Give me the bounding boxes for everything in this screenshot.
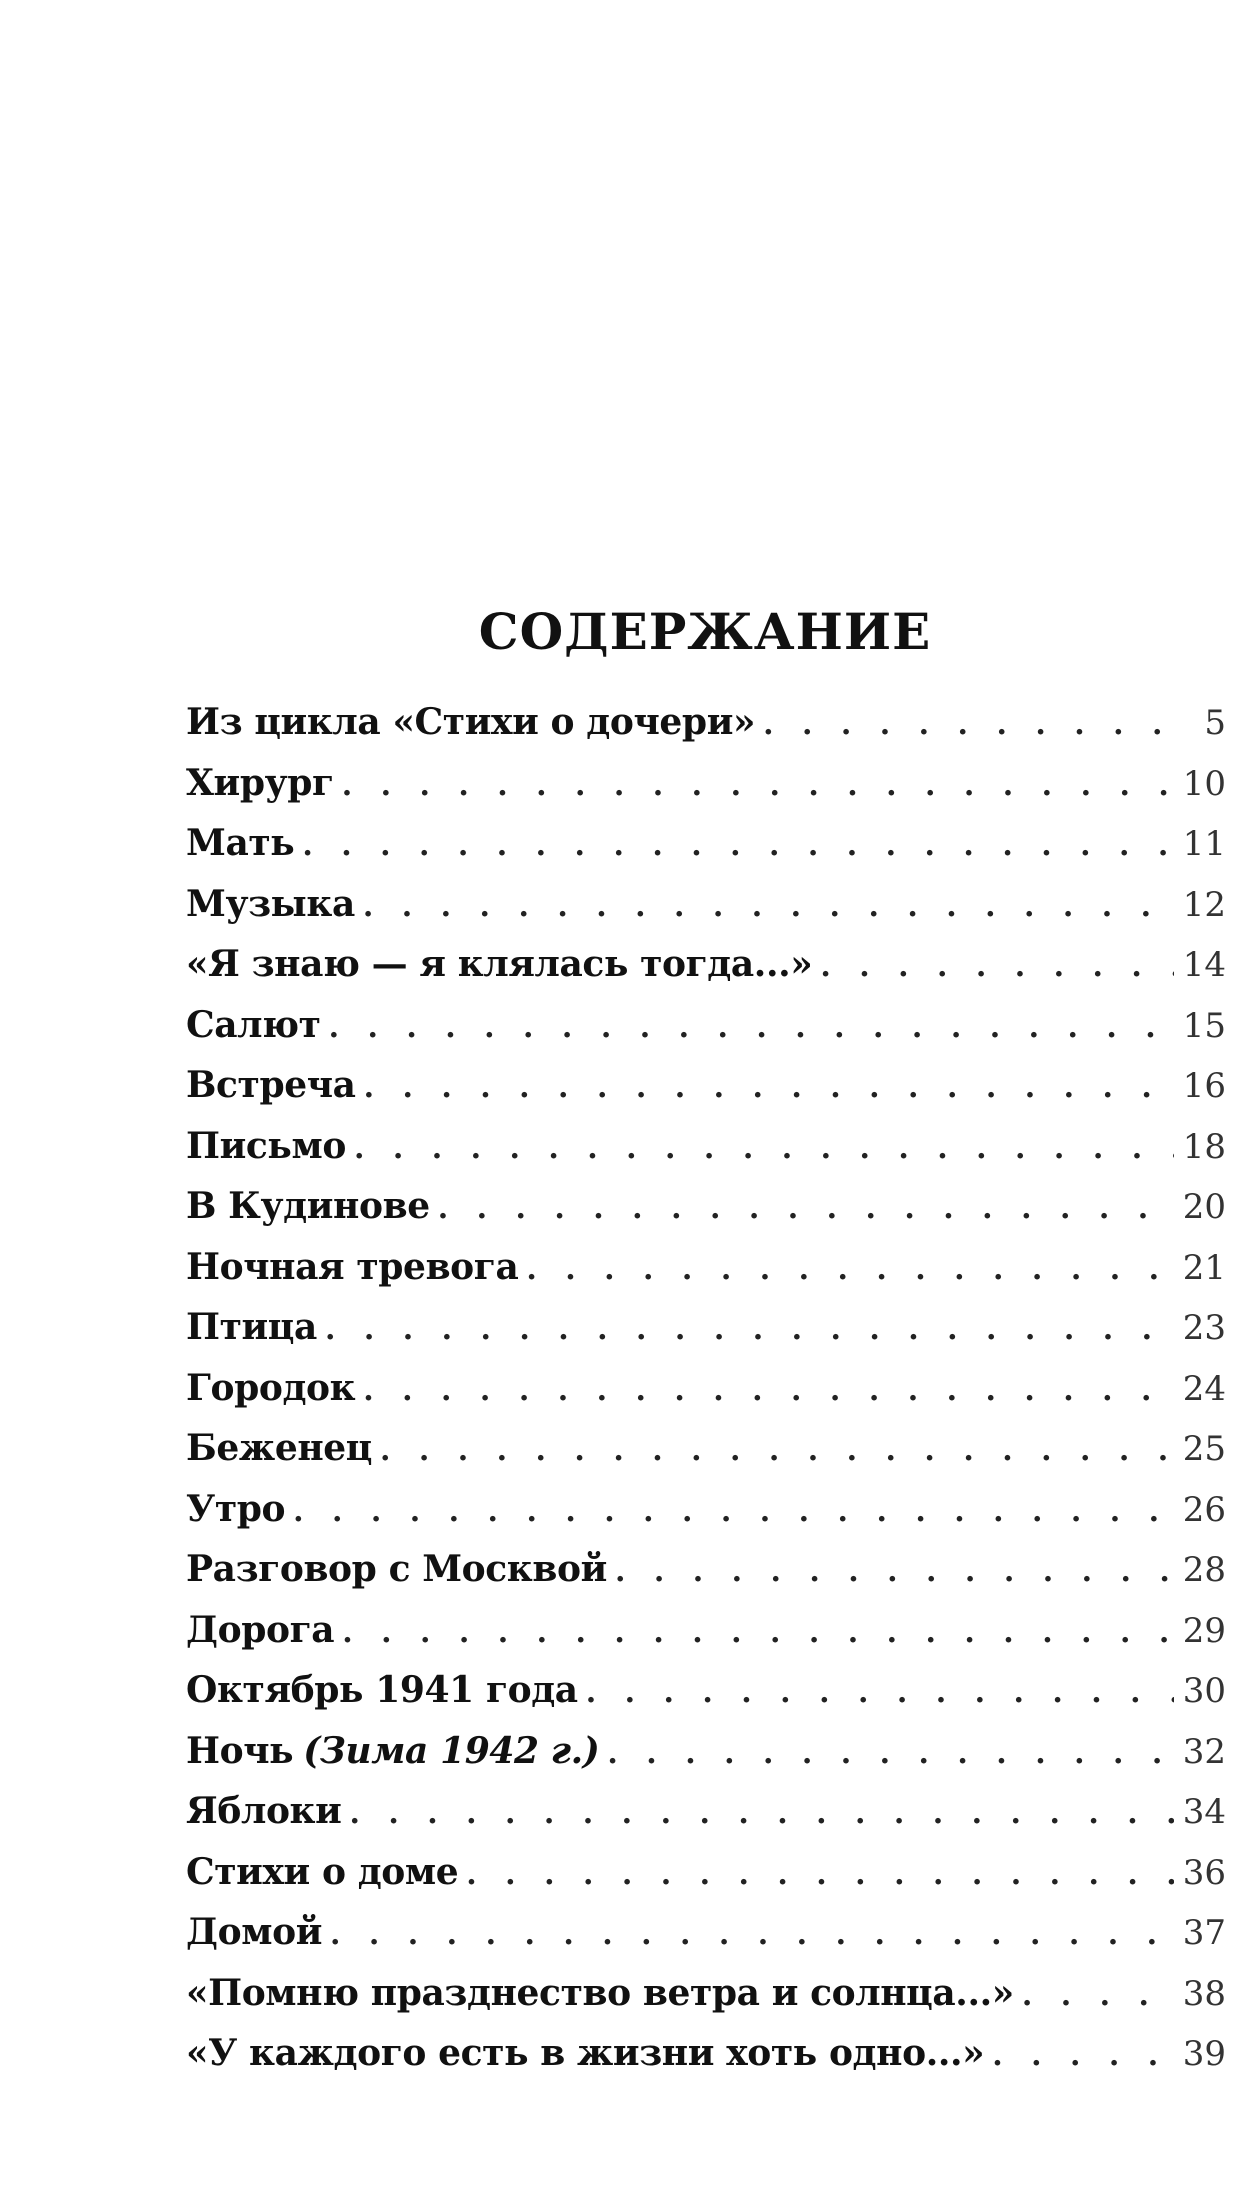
toc-entry-page: 26 — [1182, 1489, 1226, 1530]
toc-entry — [186, 1721, 1226, 1782]
toc-entry-title: Ночь — [186, 1729, 294, 1772]
dot-leader — [820, 937, 1174, 998]
toc-entry-title: В Кудинове — [186, 1185, 430, 1227]
toc-entry — [186, 1963, 1226, 2024]
toc-entry-title: Письмо — [186, 1124, 346, 1167]
dot-leader — [466, 1845, 1174, 1906]
toc-entry — [186, 1600, 1226, 1661]
toc-entry — [186, 1055, 1226, 1116]
dot-leader — [354, 1119, 1174, 1180]
toc-entry-title: «У каждого есть в жизни хоть одно...» — [186, 2032, 985, 2074]
toc-entry-title: Дорога — [186, 1608, 335, 1651]
toc-entry-page: 25 — [1182, 1429, 1226, 1469]
table-of-contents — [186, 692, 1226, 2084]
dot-leader — [349, 1784, 1174, 1845]
dot-leader — [363, 877, 1174, 938]
dot-leader — [363, 1361, 1174, 1422]
toc-entry — [186, 692, 1226, 753]
dot-leader — [329, 998, 1174, 1059]
toc-entry-page: 34 — [1182, 1792, 1226, 1832]
dot-leader — [342, 1603, 1174, 1664]
dot-leader — [293, 1482, 1174, 1543]
toc-entry-page: 28 — [1182, 1550, 1226, 1590]
dot-leader — [330, 1905, 1174, 1966]
toc-entry — [186, 1418, 1226, 1479]
toc-entry-page: 21 — [1182, 1247, 1226, 1288]
toc-entry — [186, 1176, 1226, 1237]
toc-entry-title: «Я знаю — я клялась тогда...» — [186, 943, 813, 985]
toc-entry-page: 37 — [1182, 1913, 1226, 1953]
page-title: СОДЕРЖАНИЕ — [478, 602, 932, 661]
toc-entry-title: Утро — [186, 1487, 286, 1530]
toc-entry-title: Ночная тревога — [186, 1245, 519, 1288]
toc-entry-page: 5 — [1204, 703, 1226, 743]
toc-entry — [186, 813, 1226, 874]
dot-leader — [438, 1179, 1174, 1240]
toc-entry-title: Музыка — [186, 882, 355, 925]
toc-entry-title: Разговор с Москвой — [186, 1548, 607, 1590]
toc-entry — [186, 753, 1226, 814]
dot-leader — [342, 756, 1174, 817]
toc-entry — [186, 1479, 1226, 1540]
toc-entry-page: 20 — [1182, 1187, 1226, 1227]
toc-entry — [186, 1660, 1226, 1721]
toc-entry — [186, 874, 1226, 935]
toc-entry-title: Октябрь 1941 года — [186, 1669, 578, 1711]
toc-entry-page: 39 — [1182, 2034, 1226, 2074]
toc-entry-title: Птица — [186, 1306, 317, 1348]
toc-entry-page: 12 — [1182, 884, 1226, 925]
toc-entry — [186, 934, 1226, 995]
toc-entry-title: Из цикла «Стихи о дочери» — [186, 701, 756, 743]
toc-entry-page: 24 — [1182, 1368, 1226, 1409]
dot-leader — [325, 1300, 1174, 1361]
dot-leader — [1022, 1966, 1174, 2027]
dot-leader — [586, 1663, 1174, 1724]
toc-entry — [186, 2023, 1226, 2084]
toc-entry — [186, 1358, 1226, 1419]
toc-entry-page: 38 — [1182, 1973, 1226, 2014]
toc-entry-title: Хирург — [186, 761, 334, 804]
dot-leader — [302, 816, 1174, 877]
dot-leader — [615, 1542, 1174, 1603]
dot-leader — [364, 1058, 1174, 1119]
dot-leader — [763, 695, 1174, 756]
toc-entry — [186, 1842, 1226, 1903]
toc-entry-page: 10 — [1182, 763, 1226, 804]
toc-entry-title: Яблоки — [186, 1790, 342, 1832]
toc-entry-page: 36 — [1182, 1852, 1226, 1893]
toc-entry-page: 23 — [1182, 1308, 1226, 1348]
toc-entry-page: 18 — [1182, 1126, 1226, 1167]
toc-entry-page: 29 — [1182, 1610, 1226, 1651]
toc-entry-page: 14 — [1182, 945, 1226, 985]
dot-leader — [380, 1421, 1174, 1482]
toc-entry — [186, 1781, 1226, 1842]
toc-entry — [186, 1297, 1226, 1358]
toc-entry — [186, 995, 1226, 1056]
dot-leader — [607, 1724, 1174, 1785]
toc-entry — [186, 1539, 1226, 1600]
dot-leader — [992, 2026, 1174, 2087]
toc-entry-page: 11 — [1182, 824, 1226, 864]
toc-entry-title: «Помню празднество ветра и солнца...» — [186, 1971, 1014, 2014]
toc-entry-title: Домой — [186, 1911, 323, 1953]
toc-entry — [186, 1116, 1226, 1177]
toc-entry-title: Беженец — [186, 1427, 372, 1469]
toc-entry-note: (Зима 1942 г.) — [303, 1729, 600, 1772]
toc-entry-page: 15 — [1182, 1005, 1226, 1046]
toc-entry-page: 32 — [1182, 1731, 1226, 1772]
toc-entry — [186, 1902, 1226, 1963]
toc-entry-title: Городок — [186, 1366, 356, 1409]
toc-entry — [186, 1237, 1226, 1298]
toc-entry-title: Стихи о доме — [186, 1850, 459, 1893]
toc-entry-title: Салют — [186, 1003, 321, 1046]
toc-entry-page: 30 — [1182, 1671, 1226, 1711]
toc-entry-title: Мать — [186, 822, 295, 864]
toc-entry-page: 16 — [1182, 1066, 1226, 1106]
dot-leader — [526, 1240, 1174, 1301]
toc-entry-title: Встреча — [186, 1064, 356, 1106]
